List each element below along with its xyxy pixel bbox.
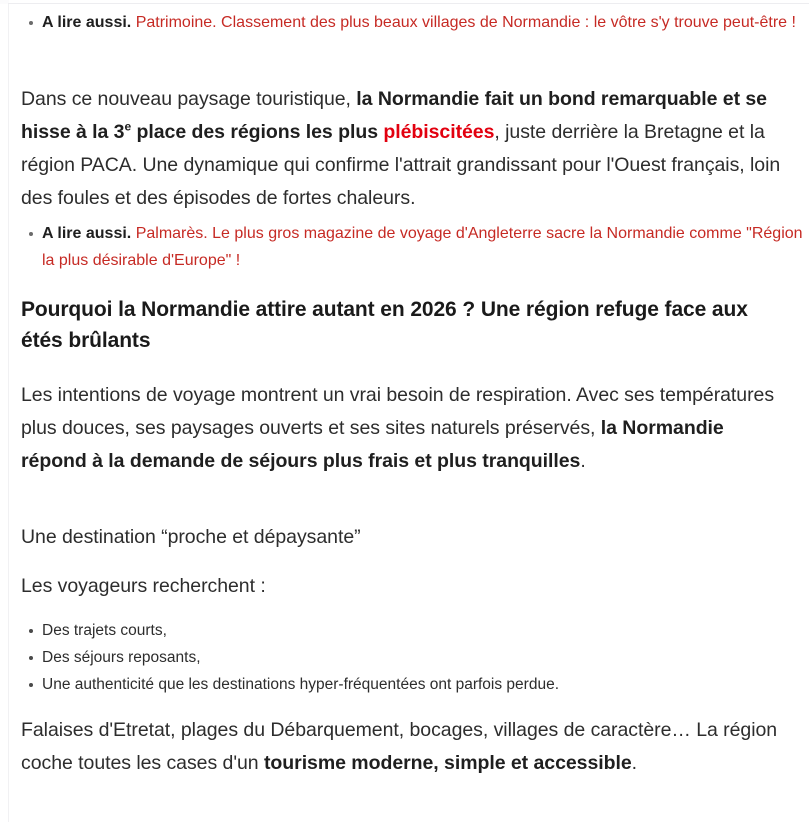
paragraph-1-block: [21, 83, 787, 215]
paragraph-1-bold-text-b: place des régions les plus: [131, 121, 384, 143]
paragraph-2-text-tail: .: [580, 450, 586, 472]
paragraph-5-bold: tourisme moderne, simple et accessible: [263, 752, 632, 774]
paragraph-2-bold: la Normandie répond à la demande de séjours plus frais et plus tranquilles: [21, 417, 724, 472]
paragraph-5-text-tail: .: [631, 752, 638, 774]
related-article-bottom-block: [0, 220, 809, 274]
list-item[interactable]: [0, 220, 809, 274]
paragraph-1-bold-text-a: la Normandie fait un bond remarquable et se hisse à la 3: [21, 88, 767, 143]
paragraph-2: [21, 379, 787, 478]
paragraph-5: [21, 714, 787, 780]
list-item: [0, 671, 809, 698]
traveler-list-item-2: Une authenticité que les destinations hyper-fréquentées ont parfois perdue.: [42, 676, 560, 693]
related-article-list-top: [0, 9, 809, 36]
section-subheading: Pourquoi la Normandie attire autant en 2026 ? Une région refuge face aux étés brûlants: [21, 298, 748, 352]
read-also-label: A lire aussi.: [42, 14, 132, 31]
paragraph-2-block: [21, 379, 787, 478]
related-article-link-top[interactable]: Patrimoine. Classement des plus beaux villages de Normandie : le vôtre s'y trouve peut-être !: [135, 14, 796, 31]
traveler-list-block: [0, 617, 809, 698]
related-article-top-block: [0, 9, 809, 36]
traveler-list-item-1: Des séjours reposants,: [42, 649, 201, 666]
related-article-link-bottom[interactable]: Palmarès. Le plus gros magazine de voyage d'Angleterre sacre la Normandie comme "Région la plus désirable d'Europe" !: [42, 225, 803, 269]
traveler-list-item-0: Des trajets courts,: [42, 622, 167, 639]
paragraph-1-highlight: plébiscitées: [383, 121, 495, 143]
list-item[interactable]: [0, 9, 809, 36]
ordinal-superscript: e: [124, 119, 132, 134]
read-also-label: A lire aussi.: [42, 225, 132, 242]
traveler-list: [0, 617, 809, 698]
paragraph-1-text-tail: , juste derrière la Bretagne et la région PACA. Une dynamique qui confirme l'attrait grandissant pour l'Ouest français, loin des foules et des épisodes de fortes chaleurs.: [21, 121, 781, 209]
paragraph-3: Une destination “proche et dépaysante”: [21, 526, 361, 548]
list-item: [0, 617, 809, 644]
paragraph-3-block: [21, 521, 787, 554]
paragraph-4-block: [21, 570, 787, 603]
related-article-list-bottom: [0, 220, 809, 274]
paragraph-1-text-lead: Dans ce nouveau paysage touristique,: [21, 88, 357, 110]
paragraph-4: Les voyageurs recherchent :: [21, 575, 266, 597]
paragraph-1: [21, 83, 787, 215]
paragraph-5-text-lead: Falaises d'Etretat, plages du Débarquement, bocages, villages de caractère… La région coche toutes les cases d'un: [21, 719, 778, 774]
list-item: [0, 644, 809, 671]
container-left-border: [8, 4, 9, 822]
subheading-block: [21, 294, 787, 356]
paragraph-5-block: [21, 714, 787, 780]
container-top-border: [8, 3, 809, 4]
paragraph-2-text-lead: Les intentions de voyage montrent un vrai besoin de respiration. Avec ses températures plus douces, ses paysages ouverts et ses sites naturels préservés,: [21, 384, 775, 439]
